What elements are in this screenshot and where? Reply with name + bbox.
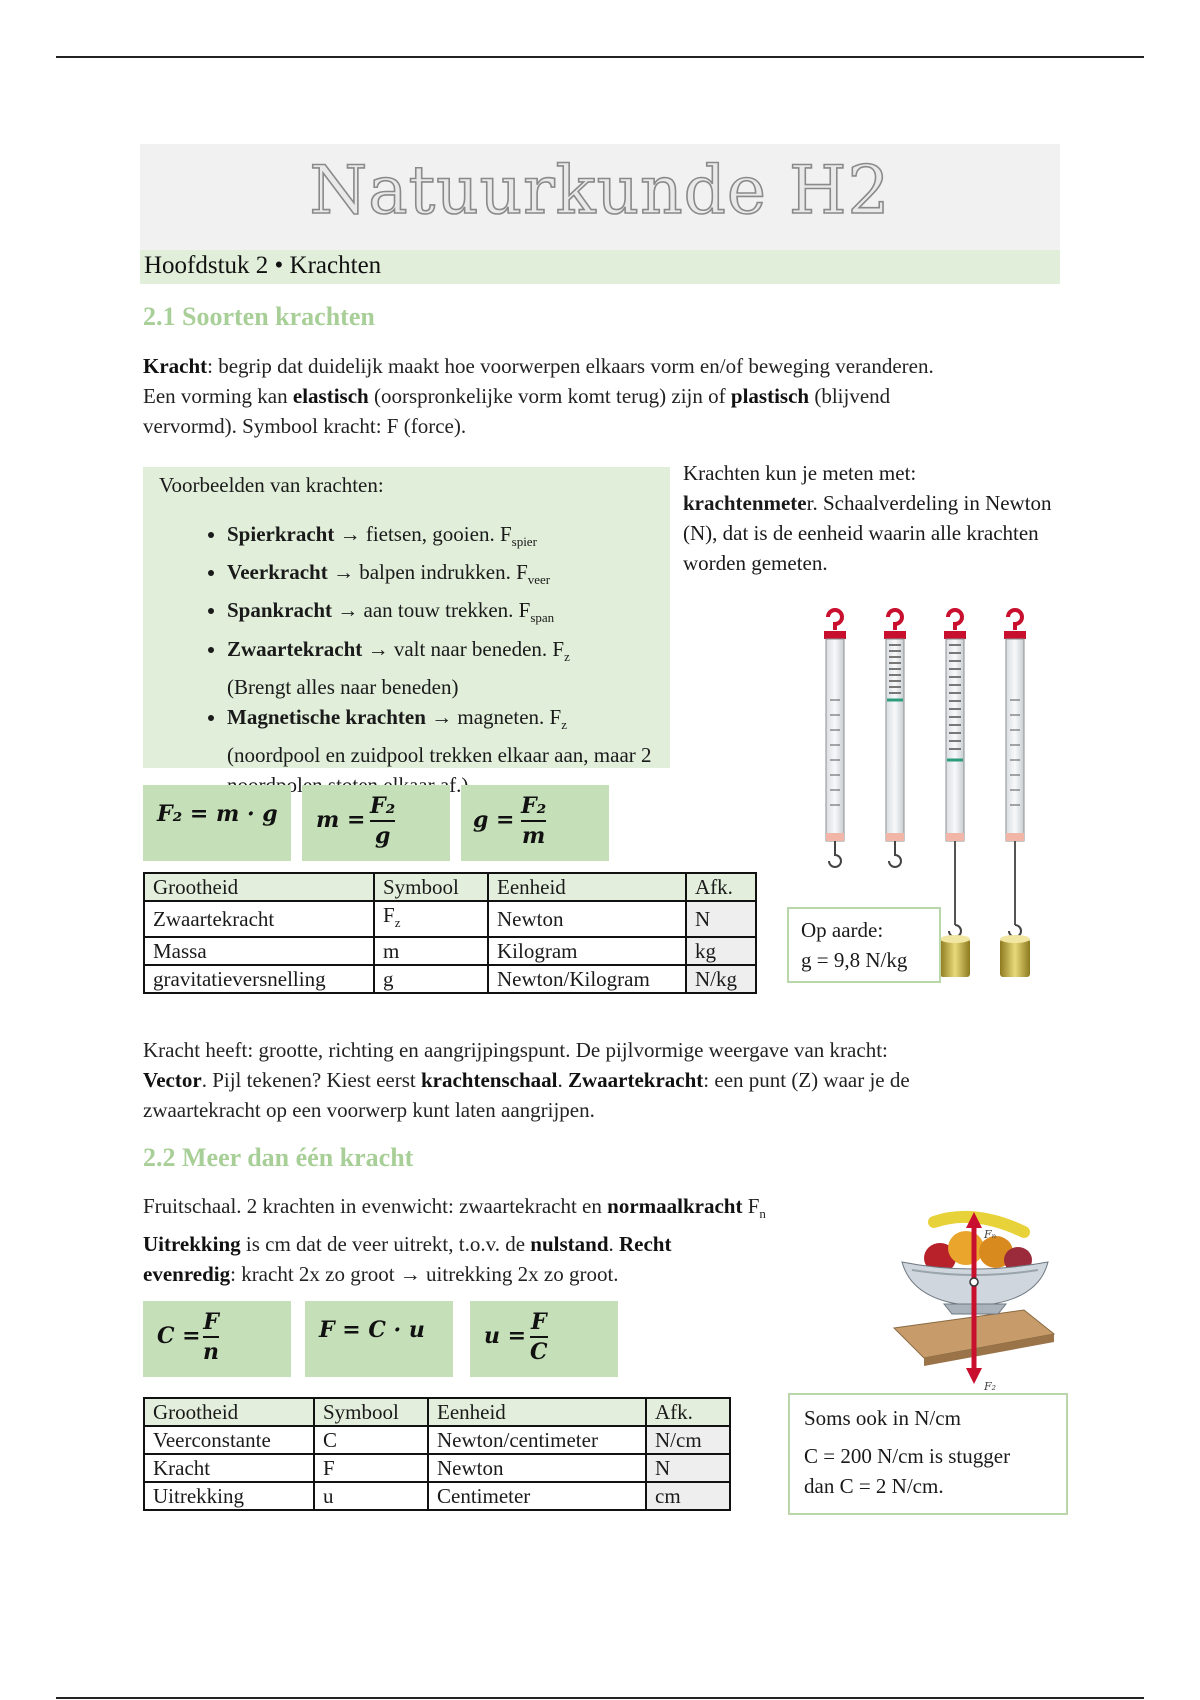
symbol: F — [383, 903, 395, 927]
formula-denominator: g — [374, 823, 391, 849]
example-desc: → balpen indrukken. F — [327, 560, 528, 585]
fraction-bar — [530, 1336, 548, 1338]
term-uitrekking: Uitrekking — [143, 1232, 241, 1257]
term-recht: Recht — [619, 1232, 672, 1257]
formula-lhs: m = — [316, 807, 366, 833]
fruit-bowl-illustration — [884, 1200, 1064, 1392]
fruit-text: is cm dat de veer uitrekt, t.o.v. de — [240, 1232, 531, 1257]
spring-scale-3 — [940, 610, 970, 977]
earth-note-line: g = 9,8 N/kg — [801, 948, 908, 972]
example-sub: veer — [527, 572, 551, 588]
formula-numerator: F — [530, 1309, 547, 1335]
table-cell: N/kg — [686, 965, 756, 993]
fraction-bar — [203, 1336, 219, 1338]
table-cell: Newton — [488, 901, 686, 937]
section-heading-2-2: 2.2 Meer dan één kracht — [143, 1143, 414, 1172]
formula-fraction — [203, 1309, 219, 1365]
formula-numerator: F — [203, 1309, 219, 1335]
fruit-text: Fruitschaal. 2 krachten in evenwicht: zwaartekracht en — [143, 1194, 608, 1218]
term-krachtenschaal: krachtenschaal — [420, 1068, 558, 1092]
table-header: Afk. — [646, 1398, 730, 1426]
chapter-title: Hoofdstuk 2 • Krachten — [144, 252, 382, 279]
page-title: Natuurkunde H2 — [309, 152, 891, 229]
term-nulstand: nulstand — [530, 1232, 609, 1257]
formula-denominator: C — [530, 1339, 548, 1365]
table-cell: Kilogram — [488, 937, 686, 965]
vector-text: : een punt (Z) waar je de — [703, 1068, 910, 1092]
table-header: Symbool — [314, 1398, 428, 1426]
list-item — [227, 557, 667, 595]
vector-paragraph — [143, 1035, 1063, 1125]
examples-box — [143, 467, 670, 797]
formula-lhs: u = — [484, 1323, 527, 1349]
fraction-bar — [521, 820, 546, 822]
bottom-rule — [56, 1697, 1144, 1699]
term-evenredig: evenredig — [143, 1262, 231, 1287]
table-header-row — [144, 873, 756, 901]
note-spacer — [804, 1433, 1066, 1441]
table-header: Eenheid — [488, 873, 686, 901]
example-sub: z — [564, 648, 570, 664]
list-item — [227, 595, 667, 633]
intro-text: (blijvend — [809, 384, 891, 408]
fruit-text: . — [608, 1232, 619, 1257]
formula-lhs: C = — [157, 1323, 201, 1349]
table-row — [144, 937, 756, 965]
table-cell: N — [646, 1454, 730, 1482]
table-cell: Uitrekking — [144, 1482, 314, 1510]
example-desc: → valt naar beneden. F — [362, 636, 565, 661]
example-term: Zwaartekracht — [227, 636, 363, 661]
spring-note-box — [788, 1393, 1068, 1515]
examples-lead: Voorbeelden van krachten: — [159, 473, 384, 497]
table-header: Grootheid — [144, 1398, 314, 1426]
table-cell: Kracht — [144, 1454, 314, 1482]
fz-label: F₂ — [984, 1380, 997, 1392]
table-cell: Newton/Kilogram — [488, 965, 686, 993]
formula-fraction — [521, 793, 546, 849]
table-header: Symbool — [374, 873, 488, 901]
meter-text-b: r. Schaalverdeling in Newton (N), dat is de eenheid waarin alle krachten worden gemeten. — [683, 491, 1052, 575]
symbol-sub: z — [394, 915, 401, 931]
list-item — [227, 634, 667, 702]
formula-text: F = C · u — [319, 1317, 425, 1343]
example-sub: span — [530, 610, 555, 626]
formula-g — [461, 785, 609, 861]
meter-text — [683, 458, 1063, 578]
vector-text: Kracht heeft: grootte, richting en aangrijpingspunt. De pijlvormige weergave van kracht: — [143, 1038, 888, 1062]
spring-scale-1 — [824, 610, 846, 867]
note-line: Soms ook in N/cm — [804, 1406, 961, 1430]
fruit-sub: n — [759, 1206, 766, 1222]
formula-fz-mg — [143, 785, 291, 861]
term-elastisch: elastisch — [292, 384, 369, 408]
intro-text: Een vorming kan — [143, 384, 293, 408]
chapter-bar — [140, 250, 1060, 284]
table-row — [144, 1482, 730, 1510]
term-plastisch: plastisch — [730, 384, 810, 408]
table-cell: F — [314, 1454, 428, 1482]
formula-text: F₂ = m · g — [157, 801, 278, 827]
table-cell: kg — [686, 937, 756, 965]
table-row — [144, 965, 756, 993]
example-term: Veerkracht — [227, 560, 328, 585]
table-row — [144, 1454, 730, 1482]
fn-label: Fₙ — [984, 1228, 997, 1241]
table-row — [144, 1426, 730, 1454]
example-sub: spier — [511, 534, 537, 550]
fruit-paragraph — [143, 1191, 883, 1289]
table-cell: g — [374, 965, 488, 993]
table-cell: m — [374, 937, 488, 965]
table-cell: Centimeter — [428, 1482, 646, 1510]
example-extra: (noordpool en zuidpool trekken elkaar aan, maar 2 af.) — [227, 742, 652, 797]
earth-note-line: Op aarde: — [801, 918, 884, 942]
formula-denominator: m — [521, 823, 546, 849]
section-heading-2-1: 2.1 Soorten krachten — [143, 302, 375, 331]
table-cell: Zwaartekracht — [144, 901, 374, 937]
table-cell: cm — [646, 1482, 730, 1510]
formula-denominator: n — [203, 1339, 219, 1365]
intro-text: vervormd). Symbool kracht: F (force). — [143, 414, 467, 438]
table-cell: Newton/centimeter — [428, 1426, 646, 1454]
table-cell: Newton — [428, 1454, 646, 1482]
example-term: Spankracht — [227, 598, 333, 623]
table-header: Afk. — [686, 873, 756, 901]
example-extra: (Brengt alles naar beneden) — [227, 674, 459, 699]
term-krachtenmeter: krachtenmete — [683, 491, 807, 515]
formula-c — [143, 1301, 291, 1377]
intro-paragraph — [143, 351, 1063, 441]
example-desc: → aan touw trekken. F — [332, 598, 531, 623]
table-header: Grootheid — [144, 873, 374, 901]
example-desc: → fietsen, gooien. F — [334, 522, 512, 546]
formula-lhs: g = — [473, 807, 515, 833]
table-cell: Massa — [144, 937, 374, 965]
table-row — [144, 901, 756, 937]
formula-u — [470, 1301, 618, 1377]
term-zwaartekracht: Zwaartekracht — [567, 1068, 704, 1092]
note-line: C = 200 N/cm is stugger — [804, 1444, 1011, 1468]
intro-text: (oorspronkelijke vorm komt terug) zijn of — [368, 384, 731, 408]
intro-text: : begrip dat duidelijk maakt hoe voorwerpen elkaars vorm en/of beweging veranderen. — [207, 354, 934, 378]
spring-scale-2 — [884, 610, 906, 867]
table-cell: u — [314, 1482, 428, 1510]
table-cell: N — [686, 901, 756, 937]
table-header-row — [144, 1398, 730, 1426]
term-vector: Vector — [143, 1068, 202, 1092]
top-rule — [56, 56, 1144, 58]
table-cell: C — [314, 1426, 428, 1454]
table-cell: Veerconstante — [144, 1426, 314, 1454]
example-desc: → magneten. F — [425, 704, 562, 729]
table-zwaartekracht — [143, 872, 757, 994]
title-banner — [140, 144, 1060, 250]
fruit-text: : kracht 2x zo groot → uitrekking 2x zo groot. — [230, 1262, 619, 1287]
formula-f-cu — [305, 1301, 453, 1377]
example-sub: z — [561, 716, 567, 732]
formula-fraction — [530, 1309, 548, 1365]
example-term: Magnetische krachten — [227, 704, 426, 729]
spring-scale-4 — [1000, 610, 1030, 977]
examples-list — [181, 519, 667, 800]
fruit-text: F — [742, 1194, 760, 1218]
term-kracht: Kracht — [143, 354, 208, 378]
list-item — [227, 519, 667, 557]
table-cell — [374, 901, 488, 937]
formula-numerator: F₂ — [521, 793, 547, 819]
vector-text: zwaartekracht op een voorwerp kunt laten aangrijpen. — [143, 1098, 595, 1122]
term-normaalkracht: normaalkracht — [607, 1194, 743, 1218]
formula-m — [302, 785, 450, 861]
earth-note-box — [787, 907, 941, 983]
table-cell: gravitatieversnelling — [144, 965, 374, 993]
table-header: Eenheid — [428, 1398, 646, 1426]
vector-text: . Pijl tekenen? Kiest eerst — [201, 1068, 421, 1092]
formula-numerator: F₂ — [370, 793, 396, 819]
table-cell: N/cm — [646, 1426, 730, 1454]
meter-text-a: Krachten kun je meten met: — [683, 461, 917, 485]
example-term: Spierkracht — [227, 522, 335, 546]
table-veer — [143, 1397, 731, 1511]
formula-fraction — [370, 793, 395, 849]
vector-text: . — [557, 1068, 568, 1092]
note-line: dan C = 2 N/cm. — [804, 1474, 944, 1498]
fraction-bar — [370, 820, 395, 822]
